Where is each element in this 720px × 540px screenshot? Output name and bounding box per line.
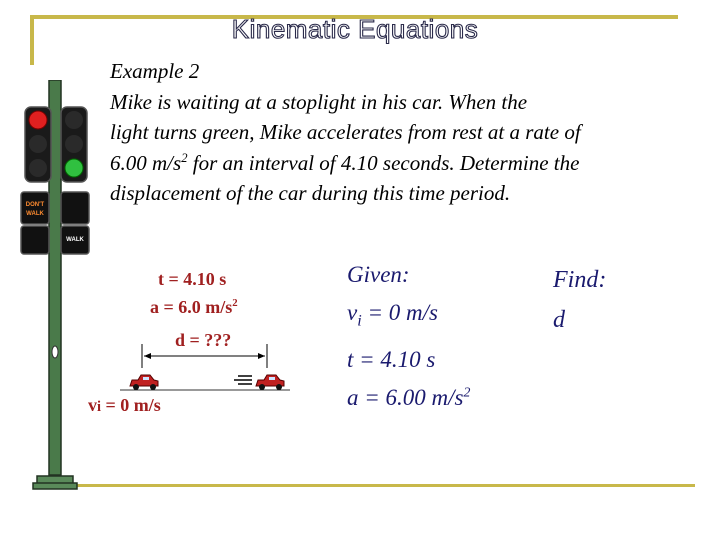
find-value: d [553,307,565,333]
dont-walk-sign: DON'T [25,202,45,208]
problem-line-2: light turns green, Mike accelerates from rest at a rate of [110,120,581,144]
problem-line-4: displacement of the car during this time period. [110,181,511,205]
given-initial-velocity: $v_i = 0$ m/s [347,300,438,330]
diagram-distance-label: d = ??? [175,330,232,350]
given-acceleration: a = 6.00 $m/s^2$ [347,383,471,410]
svg-text:WALK: WALK [26,211,44,217]
problem-line-3: 6.00 $m/s^2$ for an interval of 4.10 seconds. Determine the [110,150,580,175]
car-start-icon [130,375,158,390]
frame-bottom-border [40,484,695,487]
car-end-icon [256,375,284,390]
motion-diagram [120,340,295,400]
diagram-initial-velocity-label: vi = 0 m/s [88,395,161,415]
traffic-light-illustration [15,80,105,492]
diagram-accel-label: a = 6.0 $m/s^2$ [150,297,238,317]
find-block [553,260,606,340]
walk-sign: WALK [66,237,84,243]
find-heading: Find: [553,267,607,293]
given-time: t = 4.10 s [347,346,436,372]
problem-text [110,56,700,209]
given-block [347,256,470,417]
example-label: Example 2 [110,59,200,83]
diagram-time-label: t = 4.10 s [158,269,227,289]
problem-line-1: Mike is waiting at a stoplight in his car. When the [110,89,528,114]
given-heading: Given: [347,262,410,287]
slide-title: Kinematic Equations [231,14,479,44]
